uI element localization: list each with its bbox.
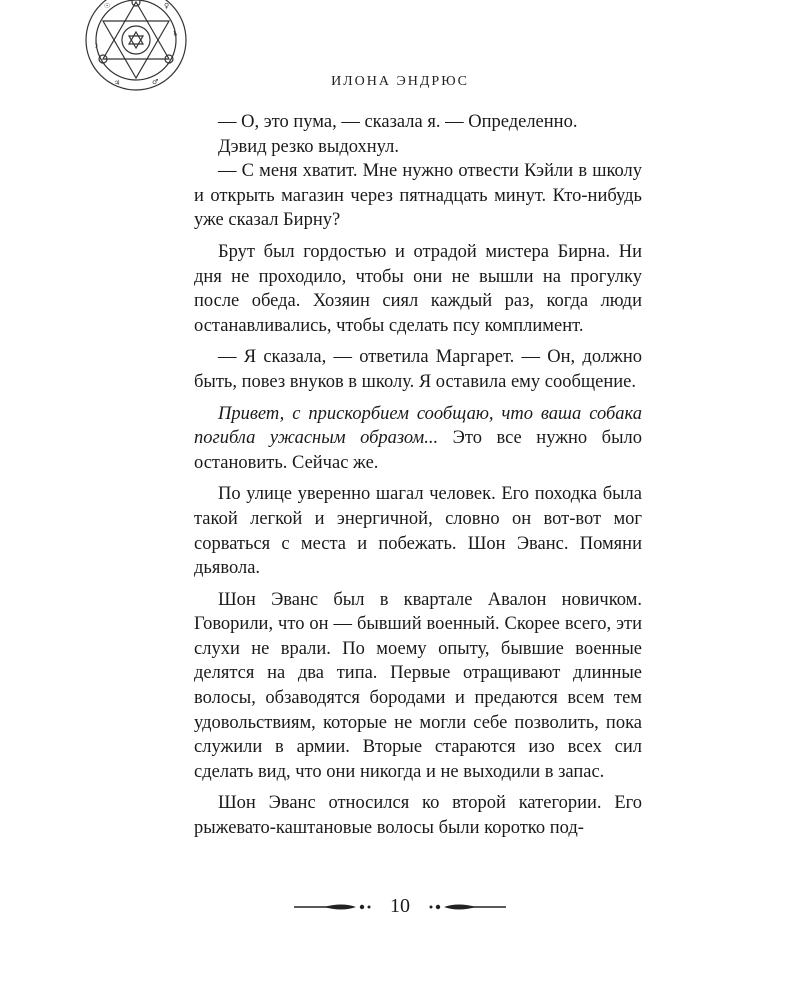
italic-paragraph [194, 402, 642, 476]
italic-thought: Привет, с прискорбием сообщаю, что ваша собака погибла ужасным образом... [194, 403, 642, 449]
svg-text:♂: ♂ [152, 78, 159, 86]
paragraph: Дэвид резко выдохнул. [218, 136, 399, 157]
svg-text:♃: ♃ [114, 79, 121, 87]
svg-text:☽: ☽ [92, 42, 99, 50]
page-number: 10 [390, 895, 410, 917]
paragraph: Шон Эванс относился ко второй категории. Его рыжевато-каштановые волосы были коротко под- [194, 793, 642, 839]
paragraph: — Я сказала, — ответила Маргарет. — Он, должно быть, повез внуков в школу. Я оставила ему сообщение. [194, 347, 642, 392]
paragraph: Брут был гордостью и отрадой мистера Бирна. Ни дня не проходило, чтобы они не вышли на прогулку после обеда. Хозяин сиял каждый раз, когда люди останавливались, чтобы сделать псу комплимент. [194, 241, 642, 336]
svg-text:♀: ♀ [164, 2, 170, 10]
paragraph: Шон Эванс был в квартале Авалон новичком. Говорили, что он — бывший военный. Скорее всего, эти слухи не врали. По моему опыту, бывшие военные делятся на два типа. Первые отращивают длинные волосы, обзаводятся бородами и предаются всем тем удовольствиям, которые не могли себе позволить, пока служили в армии. Вторые стараются изо всех сил сделать вид, что они никогда и не выходили в запас. [194, 589, 642, 782]
paragraph: — О, это пума, — сказала я. — Определенно. [218, 112, 578, 132]
page-footer [0, 895, 800, 918]
svg-text:☉: ☉ [104, 2, 111, 10]
ornament-right-icon [426, 901, 506, 913]
paragraph-tail: Это все нужно было остановить. Сейчас же. [194, 428, 642, 473]
ornament-left-icon [294, 901, 374, 913]
running-head: ИЛОНА ЭНДРЮС [331, 74, 469, 89]
body-text [194, 110, 642, 841]
paragraph: По улице уверенно шагал человек. Его походка была такой легкой и энергичной, словно он вот-вот мог сорваться с места и побежать. Шон Эванс. Помяни дьявола. [194, 484, 642, 579]
svg-text:♄: ♄ [172, 30, 179, 38]
paragraph: — С меня хватит. Мне нужно отвести Кэйли в школу и открыть магазин через пятнадцать минут. Кто-нибудь уже сказал Бирну? [194, 161, 642, 231]
